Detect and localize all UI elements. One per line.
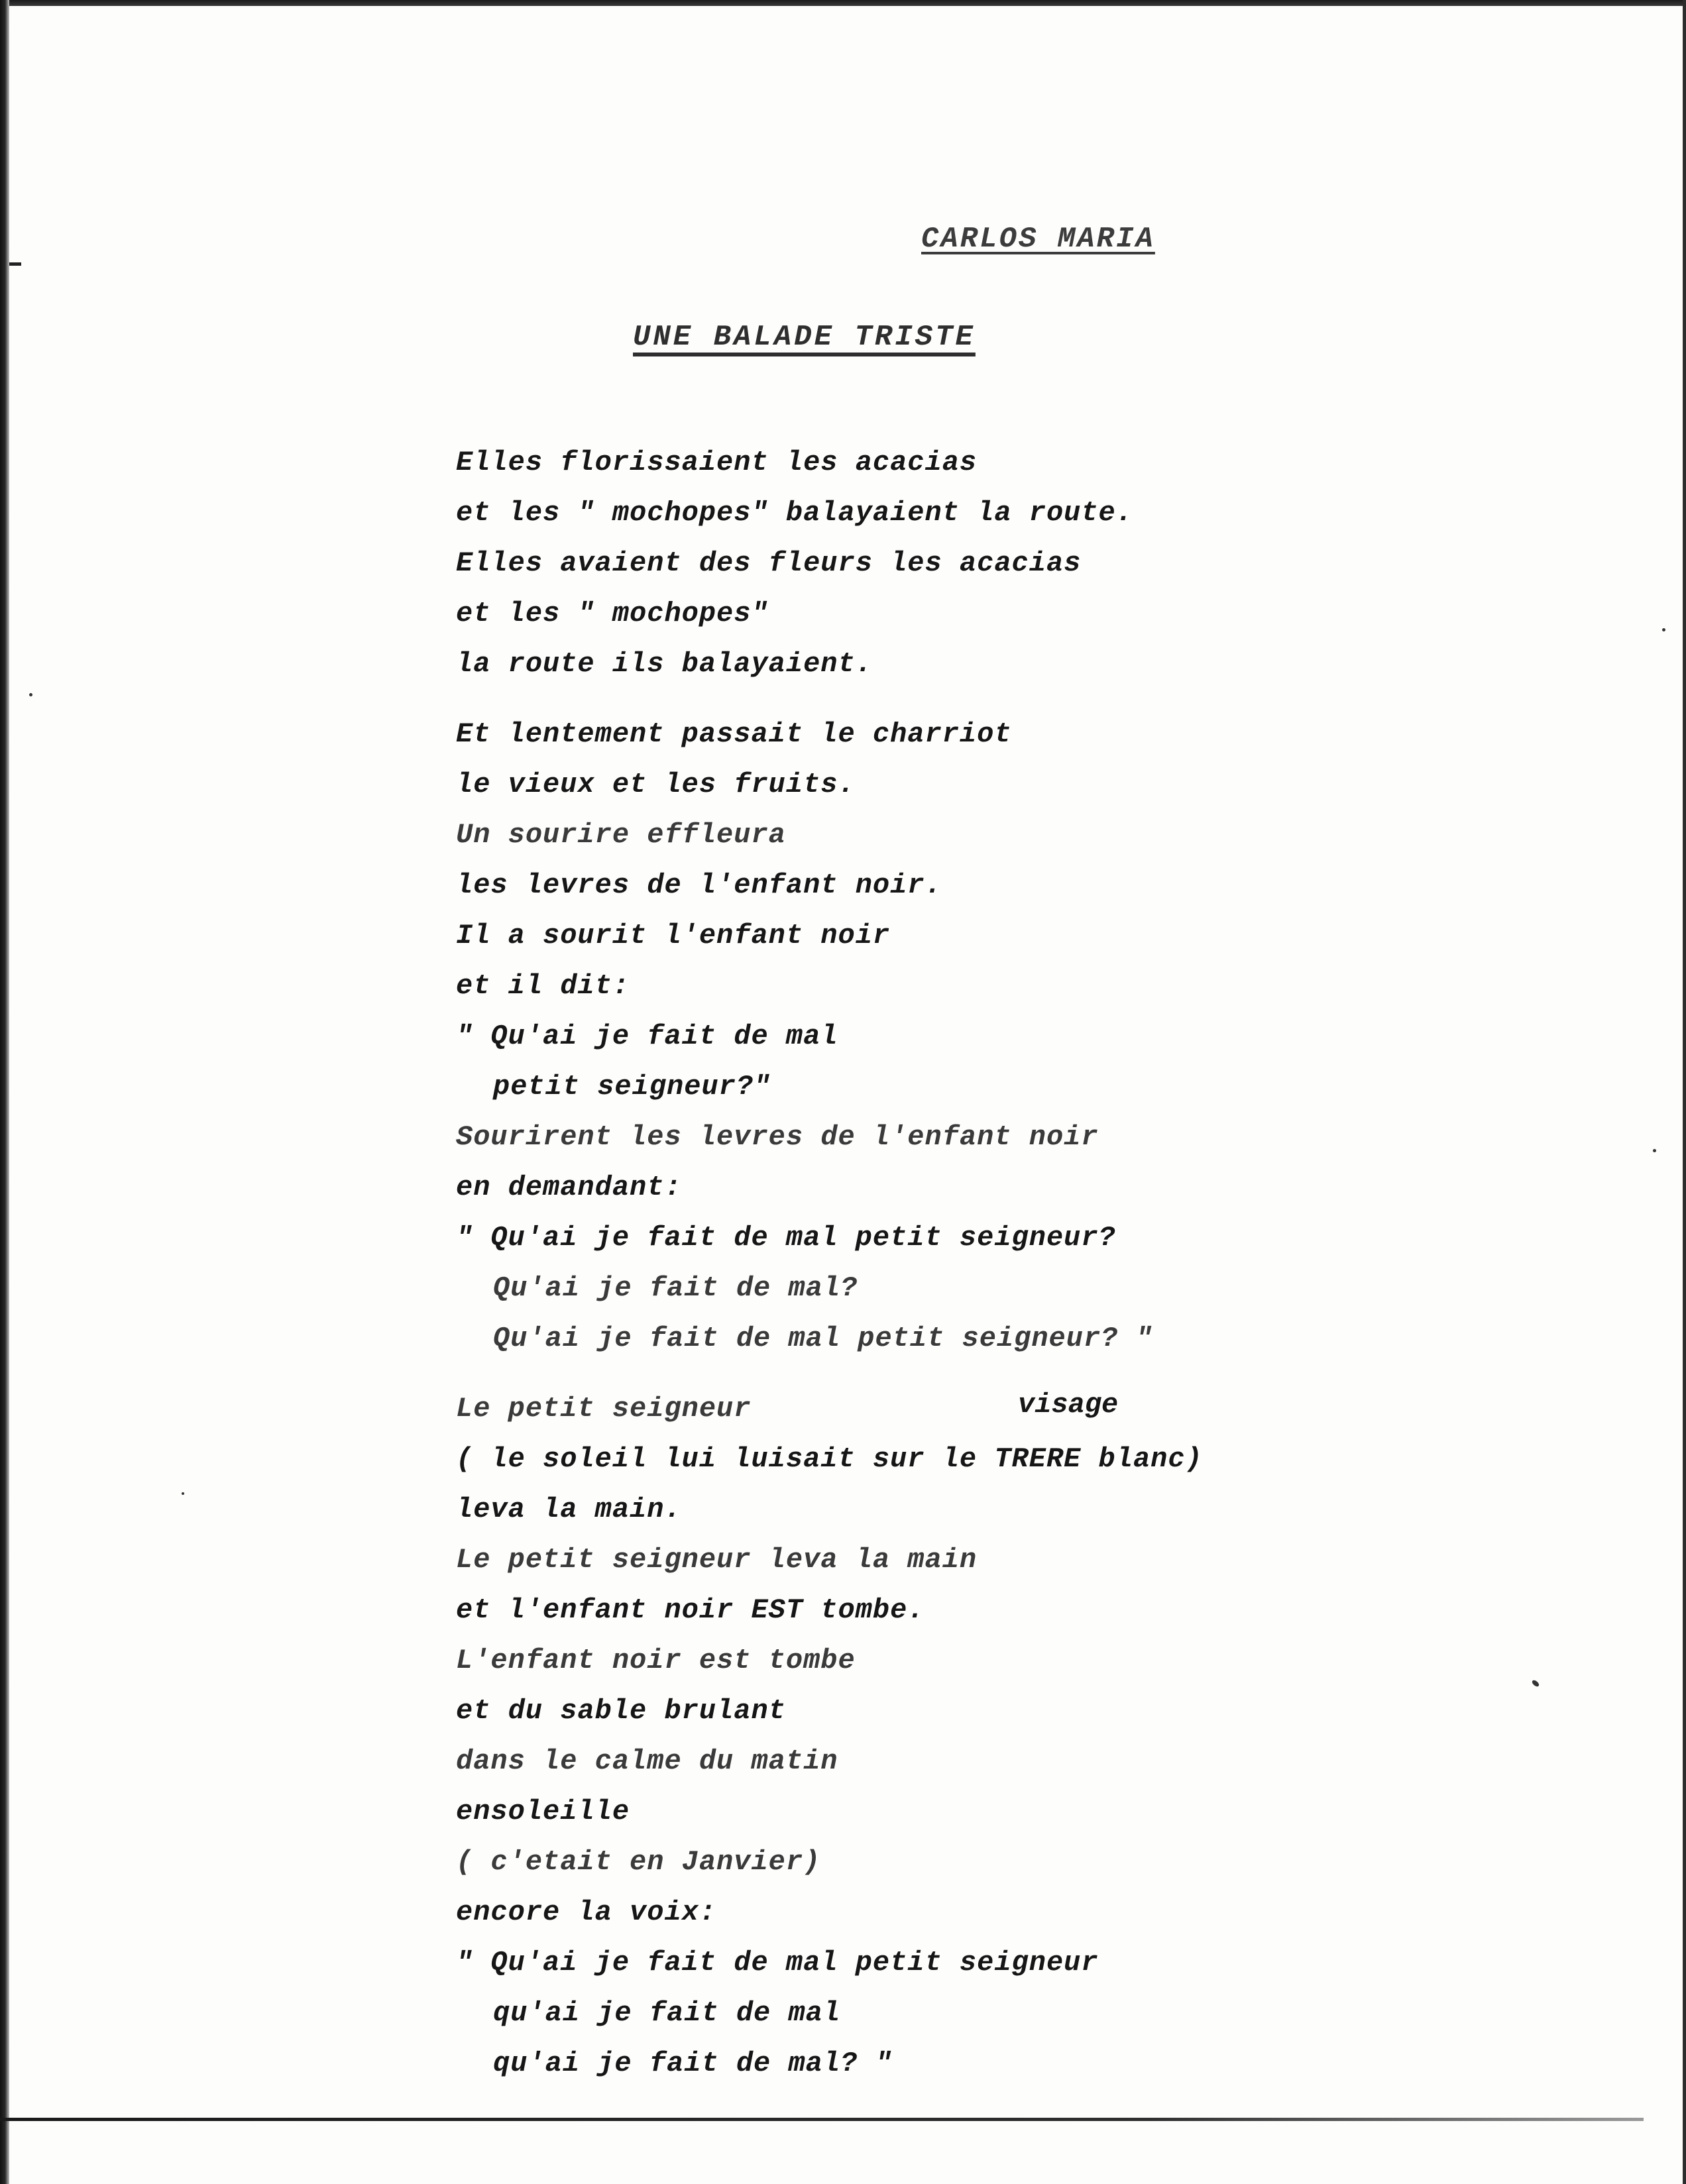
scan-speck [1662, 628, 1665, 631]
poem-line: L'enfant noir est tombe [456, 1645, 856, 1676]
poem-line: Qu'ai je fait de mal? [493, 1272, 858, 1304]
poem-line: Le petit seigneur [456, 1393, 752, 1425]
scan-speck [182, 1492, 184, 1495]
scan-edge-left [0, 0, 9, 2184]
poem-line: leva la main. [456, 1494, 682, 1525]
poem-line: et l'enfant noir EST tombe. [456, 1594, 925, 1626]
poem-line: et du sable brulant [456, 1695, 786, 1727]
poem-line: Elles florissaient les acacias [456, 447, 978, 478]
poem-line: et il dit: [456, 970, 630, 1002]
poem-line: la route ils balayaient. [456, 648, 873, 680]
poem-line: Il a sourit l'enfant noir [456, 920, 891, 952]
poem-line: les levres de l'enfant noir. [456, 869, 942, 901]
scan-speck [1653, 1149, 1656, 1152]
poem-line: et les " mochopes" [456, 598, 769, 629]
poem-line: Et lentement passait le charriot [456, 718, 1012, 750]
scan-edge-right [1683, 0, 1686, 2184]
poem-line: " Qu'ai je fait de mal petit seigneur? [456, 1222, 1116, 1254]
poem-line: ( c'etait en Janvier) [456, 1846, 821, 1878]
poem-title: UNE BALADE TRISTE [633, 321, 976, 354]
poem-line: ( le soleil lui luisait sur le TRERE blanc) [456, 1443, 1203, 1475]
poem-line: qu'ai je fait de mal [493, 1997, 841, 2029]
poem-line: encore la voix: [456, 1896, 717, 1928]
poem-line: Un sourire effleura [456, 819, 786, 851]
poem-body [456, 437, 1203, 2089]
footer-rule [0, 2118, 1644, 2121]
poem-line: le vieux et les fruits. [456, 769, 856, 800]
poem-line: qu'ai je fait de mal? " [493, 2048, 893, 2079]
scan-edge-top [0, 0, 1686, 6]
poem-line: Le petit seigneur leva la main [456, 1544, 978, 1576]
poem-line: " Qu'ai je fait de mal [456, 1020, 838, 1052]
scan-edge-mark [9, 262, 21, 266]
poem-line: Elles avaient des fleurs les acacias [456, 547, 1082, 579]
poem-line: en demandant: [456, 1172, 682, 1203]
poem-line: et les " mochopes" balayaient la route. [456, 497, 1133, 529]
poem-line: dans le calme du matin [456, 1745, 838, 1777]
poem-line: Qu'ai je fait de mal petit seigneur? " [493, 1323, 1153, 1354]
scan-speck [1531, 1679, 1540, 1688]
scan-speck [29, 693, 32, 696]
poem-line: Sourirent les levres de l'enfant noir [456, 1121, 1099, 1153]
poem-line: " Qu'ai je fait de mal petit seigneur [456, 1947, 1099, 1979]
poem-line: ensoleille [456, 1796, 630, 1828]
author-name: CARLOS MARIA [921, 223, 1155, 256]
handwritten-insertion: visage [1018, 1389, 1119, 1421]
poem-line: petit seigneur?" [493, 1071, 771, 1103]
